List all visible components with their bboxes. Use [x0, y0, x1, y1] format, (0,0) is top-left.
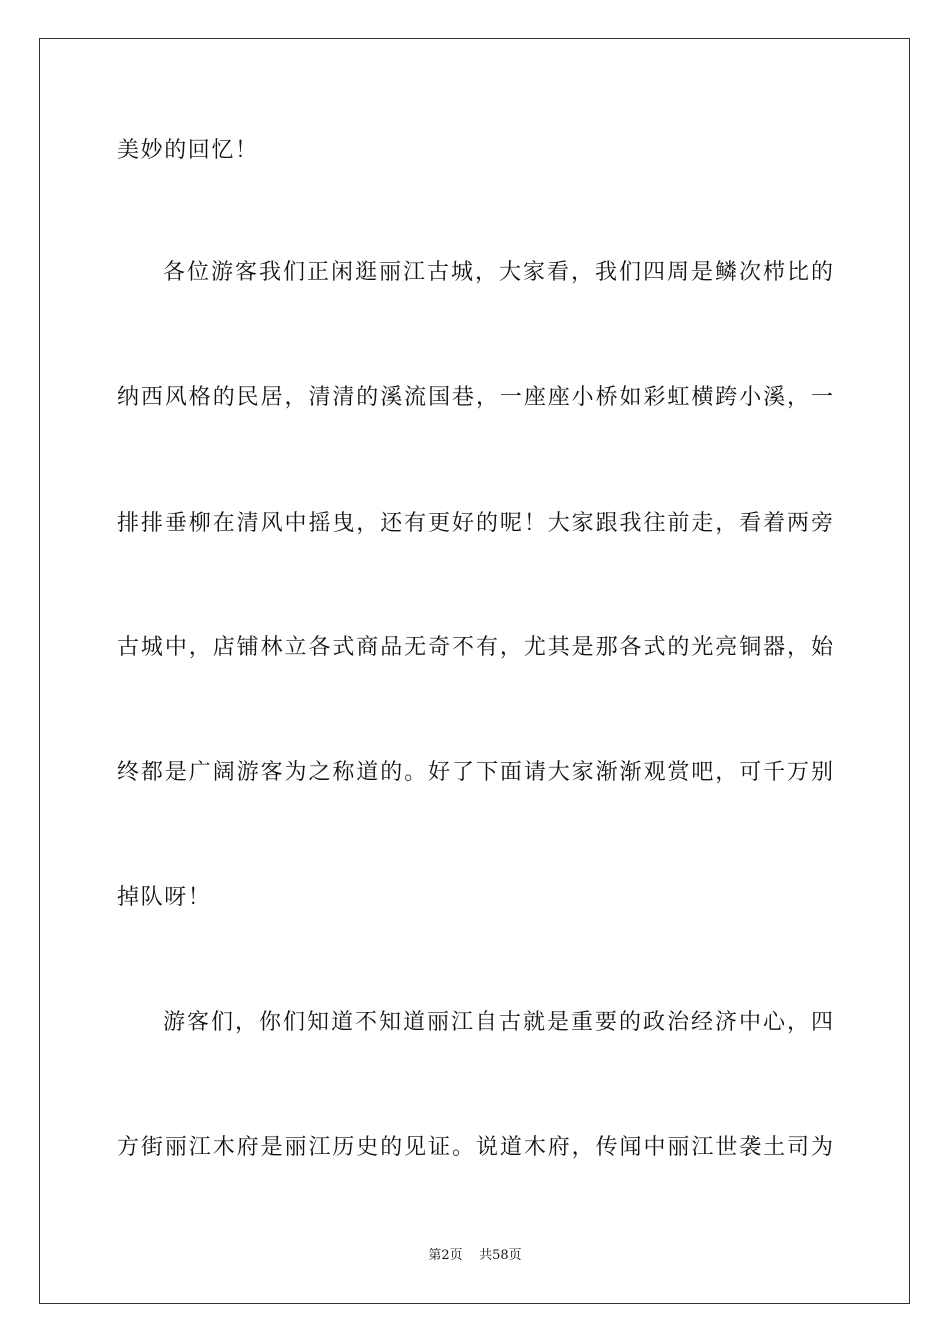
text-line-3: 纳西风格的民居，清清的溪流国巷，一座座小桥如彩虹横跨小溪，一	[117, 385, 833, 410]
text-line-6: 终都是广阔游客为之称道的。好了下面请大家渐渐观赏吧，可千万别	[117, 760, 833, 785]
text-line-4: 排排垂柳在清风中摇曳，还有更好的呢！大家跟我往前走，看着两旁	[117, 511, 833, 536]
page-border	[39, 38, 910, 1304]
text-line-1: 美妙的回忆！	[117, 138, 259, 163]
page-footer	[0, 1247, 950, 1265]
text-line-8: 游客们，你们知道不知道丽江自古就是重要的政治经济中心，四	[163, 1010, 833, 1035]
text-line-2: 各位游客我们正闲逛丽江古城，大家看，我们四周是鳞次栉比的	[163, 260, 833, 285]
text-line-9: 方街丽江木府是丽江历史的见证。说道木府，传闻中丽江世袭土司为	[117, 1135, 833, 1160]
text-line-7: 掉队呀！	[117, 885, 212, 910]
text-line-5: 古城中，店铺林立各式商品无奇不有，尤其是那各式的光亮铜器，始	[117, 635, 833, 660]
page-number-label: 第2页 共58页	[428, 1248, 522, 1263]
